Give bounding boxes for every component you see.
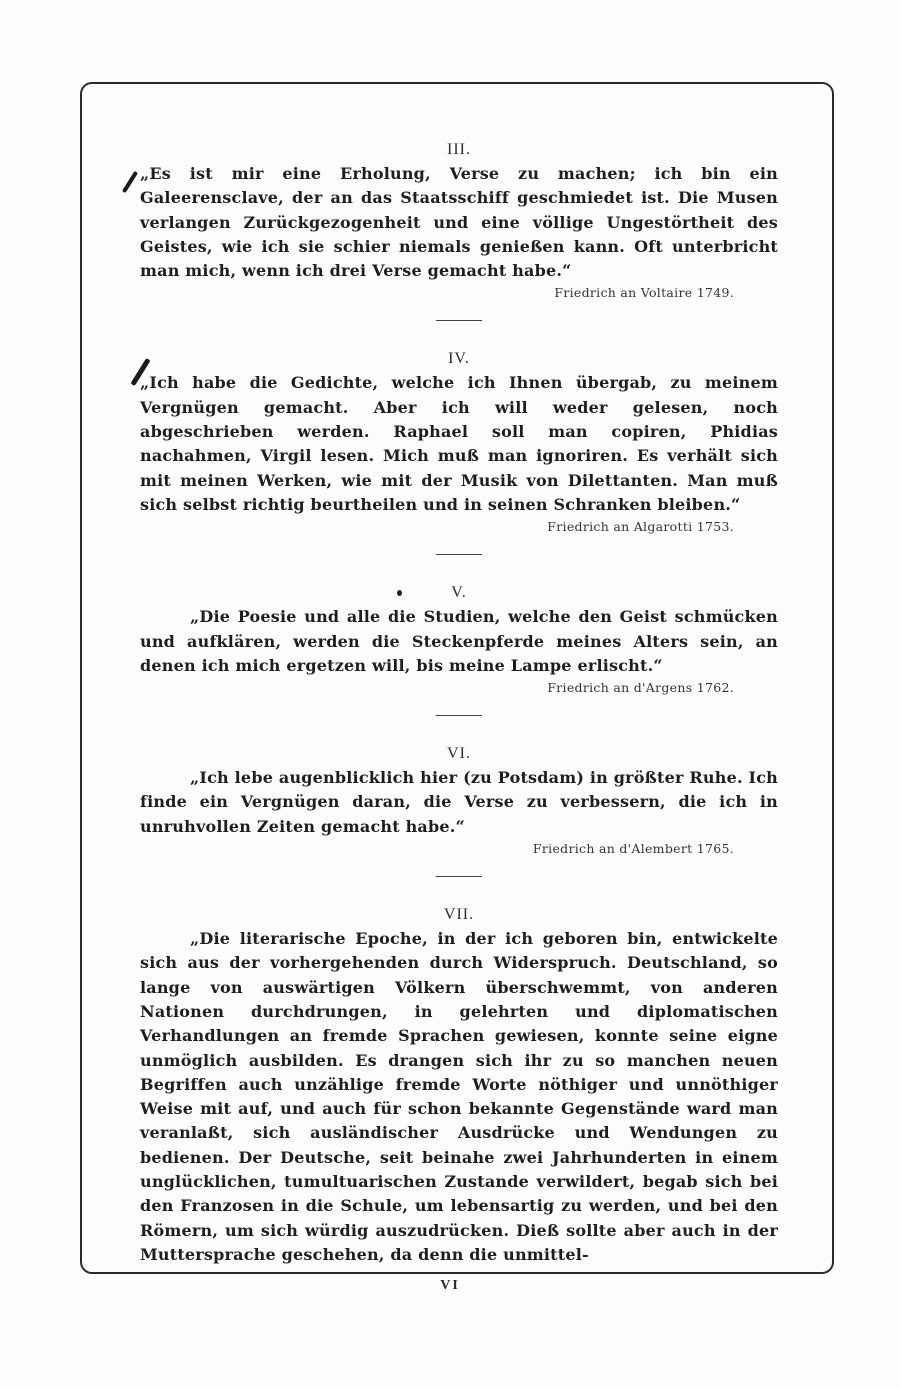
section-iv: [140, 347, 778, 536]
section-divider: [436, 554, 482, 555]
page-content: [140, 138, 778, 1267]
quote-source: Friedrich an d'Alembert 1765.: [532, 841, 734, 857]
quote-source: Friedrich an Algarotti 1753.: [547, 519, 734, 535]
quote-source: Friedrich an Voltaire 1749.: [554, 285, 734, 301]
section-v: [140, 581, 778, 697]
section-numeral: VII.: [443, 906, 475, 924]
quote-text: „Ich lebe augenblicklich hier (zu Potsdam) in größter Ruhe. Ich finde ein Vergnügen daran, die Verse zu verbessern, die ich in unruhvollen Zeiten gemacht habe.“: [140, 768, 778, 836]
section-vii: [140, 903, 778, 1267]
section-divider: [436, 715, 482, 716]
page-number: VI: [440, 1278, 460, 1293]
quote-text: „Ich habe die Gedichte, welche ich Ihnen übergab, zu meinem Vergnügen gemacht. Aber ich will weder gelesen, noch abgeschrieben werden. Raphael soll man copiren, Phidias nachahmen, Virgil lesen. Mich muß man ignoriren. Es verhält sich mit meinen Werken, wie mit der Musik von Dilettanten. Man muß sich selbst richtig beurtheilen und in seinen Schranken bleiben.“: [140, 373, 778, 514]
section-numeral: VI.: [447, 745, 471, 763]
section-iii: [140, 138, 778, 302]
quote-text: „Es ist mir eine Erholung, Verse zu machen; ich bin ein Galeerensclave, der an das Staatsschiff geschmiedet ist. Die Musen verlangen Zurückgezogenheit und eine völlige Ungestörtheit des Geistes, wie ich sie schier niemals genießen kann. Oft unterbricht man mich, wenn ich drei Verse gemacht habe.“: [140, 164, 778, 281]
section-numeral: III.: [447, 141, 471, 158]
section-numeral: V.: [451, 584, 467, 602]
quote-text: „Die literarische Epoche, in der ich geboren bin, entwickelte sich aus der vorhergehenden durch Widerspruch. Deutschland, so lange von auswärtigen Völkern überschwemmt, von anderen Nationen durchdrungen, in gelehrten und diplomatischen Verhandlungen an fremde Sprachen gewiesen, konnte seine eigne unmöglich ausbilden. Es drangen sich ihr zu so manchen neuen Begriffen auch unzählige fremde Worte nöthiger und unnöthiger Weise mit auf, und auch für schon bekannte Gegenstände ward man veranlaßt, sich ausländischer Ausdrücke und Wendungen zu bedienen. Der Deutsche, seit beinahe zwei Jahrhunderten in einem unglücklichen, tumultuarischen Zustande verwildert, begab sich bei den Franzosen in die Schule, um lebensartig zu werden, und bei den Römern, um sich würdig auszudrücken. Dieß sollte aber auch in der Muttersprache geschehen, da denn die unmittel-: [140, 929, 778, 1264]
section-numeral: IV.: [448, 350, 470, 368]
section-divider: [436, 320, 482, 321]
section-divider: [436, 876, 482, 877]
section-vi: [140, 742, 778, 858]
quote-source: Friedrich an d'Argens 1762.: [547, 680, 734, 696]
quote-text: „Die Poesie und alle die Studien, welche den Geist schmücken und aufklären, werden die Steckenpferde meines Alters sein, an denen ich mich ergetzen will, bis meine Lampe erlischt.“: [140, 607, 778, 675]
